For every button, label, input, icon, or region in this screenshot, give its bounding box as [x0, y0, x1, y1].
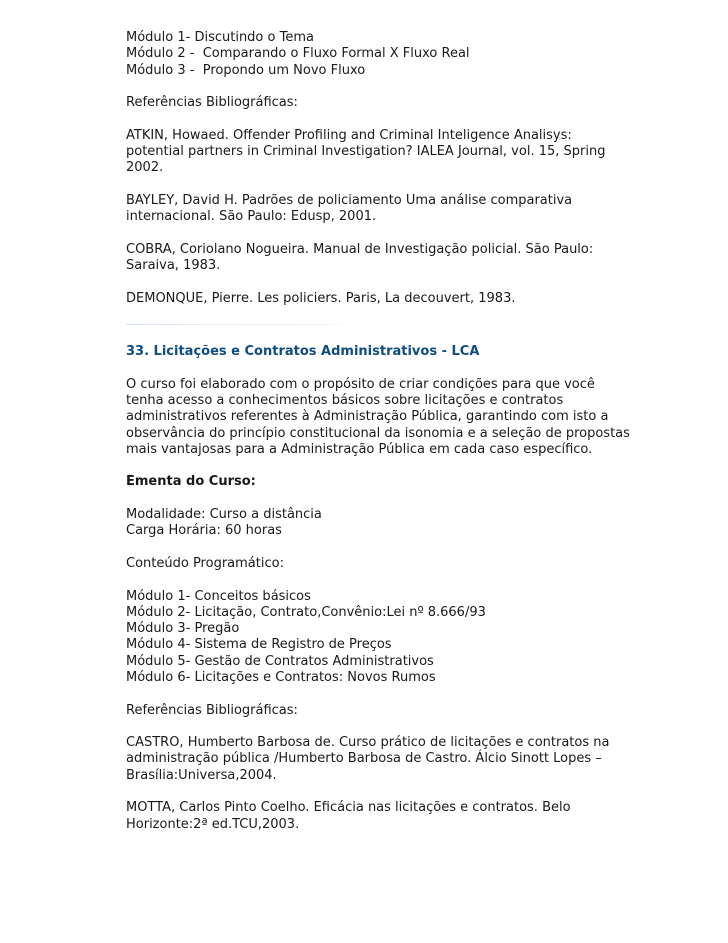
reference-line: BAYLEY, David H. Padrões de policiamento Uma análise comparativa: [126, 192, 573, 208]
course-modules: [126, 589, 666, 687]
conteudo-heading: Conteúdo Programático:: [126, 555, 284, 571]
references-heading: Referências Bibliográficas:: [126, 95, 298, 111]
reference-entry: [126, 291, 666, 307]
module-item: Módulo 3 - Propondo um Novo Fluxo: [126, 62, 366, 78]
reference-entry: [126, 735, 666, 784]
description-line: O curso foi elaborado com o propósito de criar condições para que você: [126, 376, 595, 392]
reference-line: Saraiva, 1983.: [126, 258, 221, 274]
reference-line: Horizonte:2ª ed.TCU,2003.: [126, 816, 300, 832]
reference-line: CASTRO, Humberto Barbosa de. Curso prático de licitações e contratos na: [126, 735, 610, 751]
module-item: Módulo 1- Discutindo o Tema: [126, 30, 314, 45]
module-item: Módulo 3- Pregão: [126, 621, 240, 637]
reference-line: 2002.: [126, 160, 164, 176]
ementa-heading: Ementa do Curso:: [126, 474, 256, 490]
description-line: administrativos referentes à Administração Pública, garantindo com isto a: [126, 409, 609, 425]
section-divider: [126, 324, 374, 325]
reference-line: ATKIN, Howaed. Offender Profiling and Criminal Inteligence Analisys:: [126, 127, 572, 143]
reference-line: COBRA, Coriolano Nogueira. Manual de Investigação policial. São Paulo:: [126, 241, 594, 257]
course-title: 33. Licitações e Contratos Administrativos - LCA: [126, 344, 480, 360]
module-item: Módulo 2 - Comparando o Fluxo Formal X Fluxo Real: [126, 46, 470, 62]
module-item: Módulo 5- Gestão de Contratos Administrativos: [126, 653, 434, 669]
reference-entry: [126, 800, 666, 833]
reference-line: MOTTA, Carlos Pinto Coelho. Eficácia nas licitações e contratos. Belo: [126, 800, 571, 816]
module-item: Módulo 1- Conceitos básicos: [126, 588, 311, 604]
document-page: [126, 30, 666, 833]
reference-line: Brasília:Universa,2004.: [126, 767, 277, 783]
description-line: observância do princípio constitucional da isonomia e a seleção de propostas: [126, 425, 630, 441]
module-item: Módulo 6- Licitações e Contratos: Novos Rumos: [126, 669, 436, 685]
reference-line: internacional. São Paulo: Edusp, 2001.: [126, 209, 377, 225]
reference-entry: [126, 242, 666, 275]
reference-line: DEMONQUE, Pierre. Les policiers. Paris, La decouvert, 1983.: [126, 290, 516, 306]
description-line: tenha acesso a conhecimentos básicos sobre licitações e contratos: [126, 392, 564, 408]
previous-course-modules: [126, 30, 666, 79]
reference-line: administração pública /Humberto Barbosa de Castro. Álcio Sinott Lopes –: [126, 751, 602, 767]
module-item: Módulo 2- Licitação, Contrato,Convênio:Lei nº 8.666/93: [126, 604, 486, 620]
module-item: Módulo 4- Sistema de Registro de Preços: [126, 637, 392, 653]
modalidade-text: Modalidade: Curso a distância: [126, 507, 322, 523]
reference-line: potential partners in Criminal Investigation? IALEA Journal, vol. 15, Spring: [126, 144, 606, 160]
course-description: [126, 377, 666, 458]
references-heading: Referências Bibliográficas:: [126, 702, 298, 718]
carga-horaria-text: Carga Horária: 60 horas: [126, 523, 282, 539]
description-line: mais vantajosas para a Administração Pública em cada caso específico.: [126, 441, 593, 457]
reference-entry: [126, 128, 666, 177]
reference-entry: [126, 193, 666, 226]
